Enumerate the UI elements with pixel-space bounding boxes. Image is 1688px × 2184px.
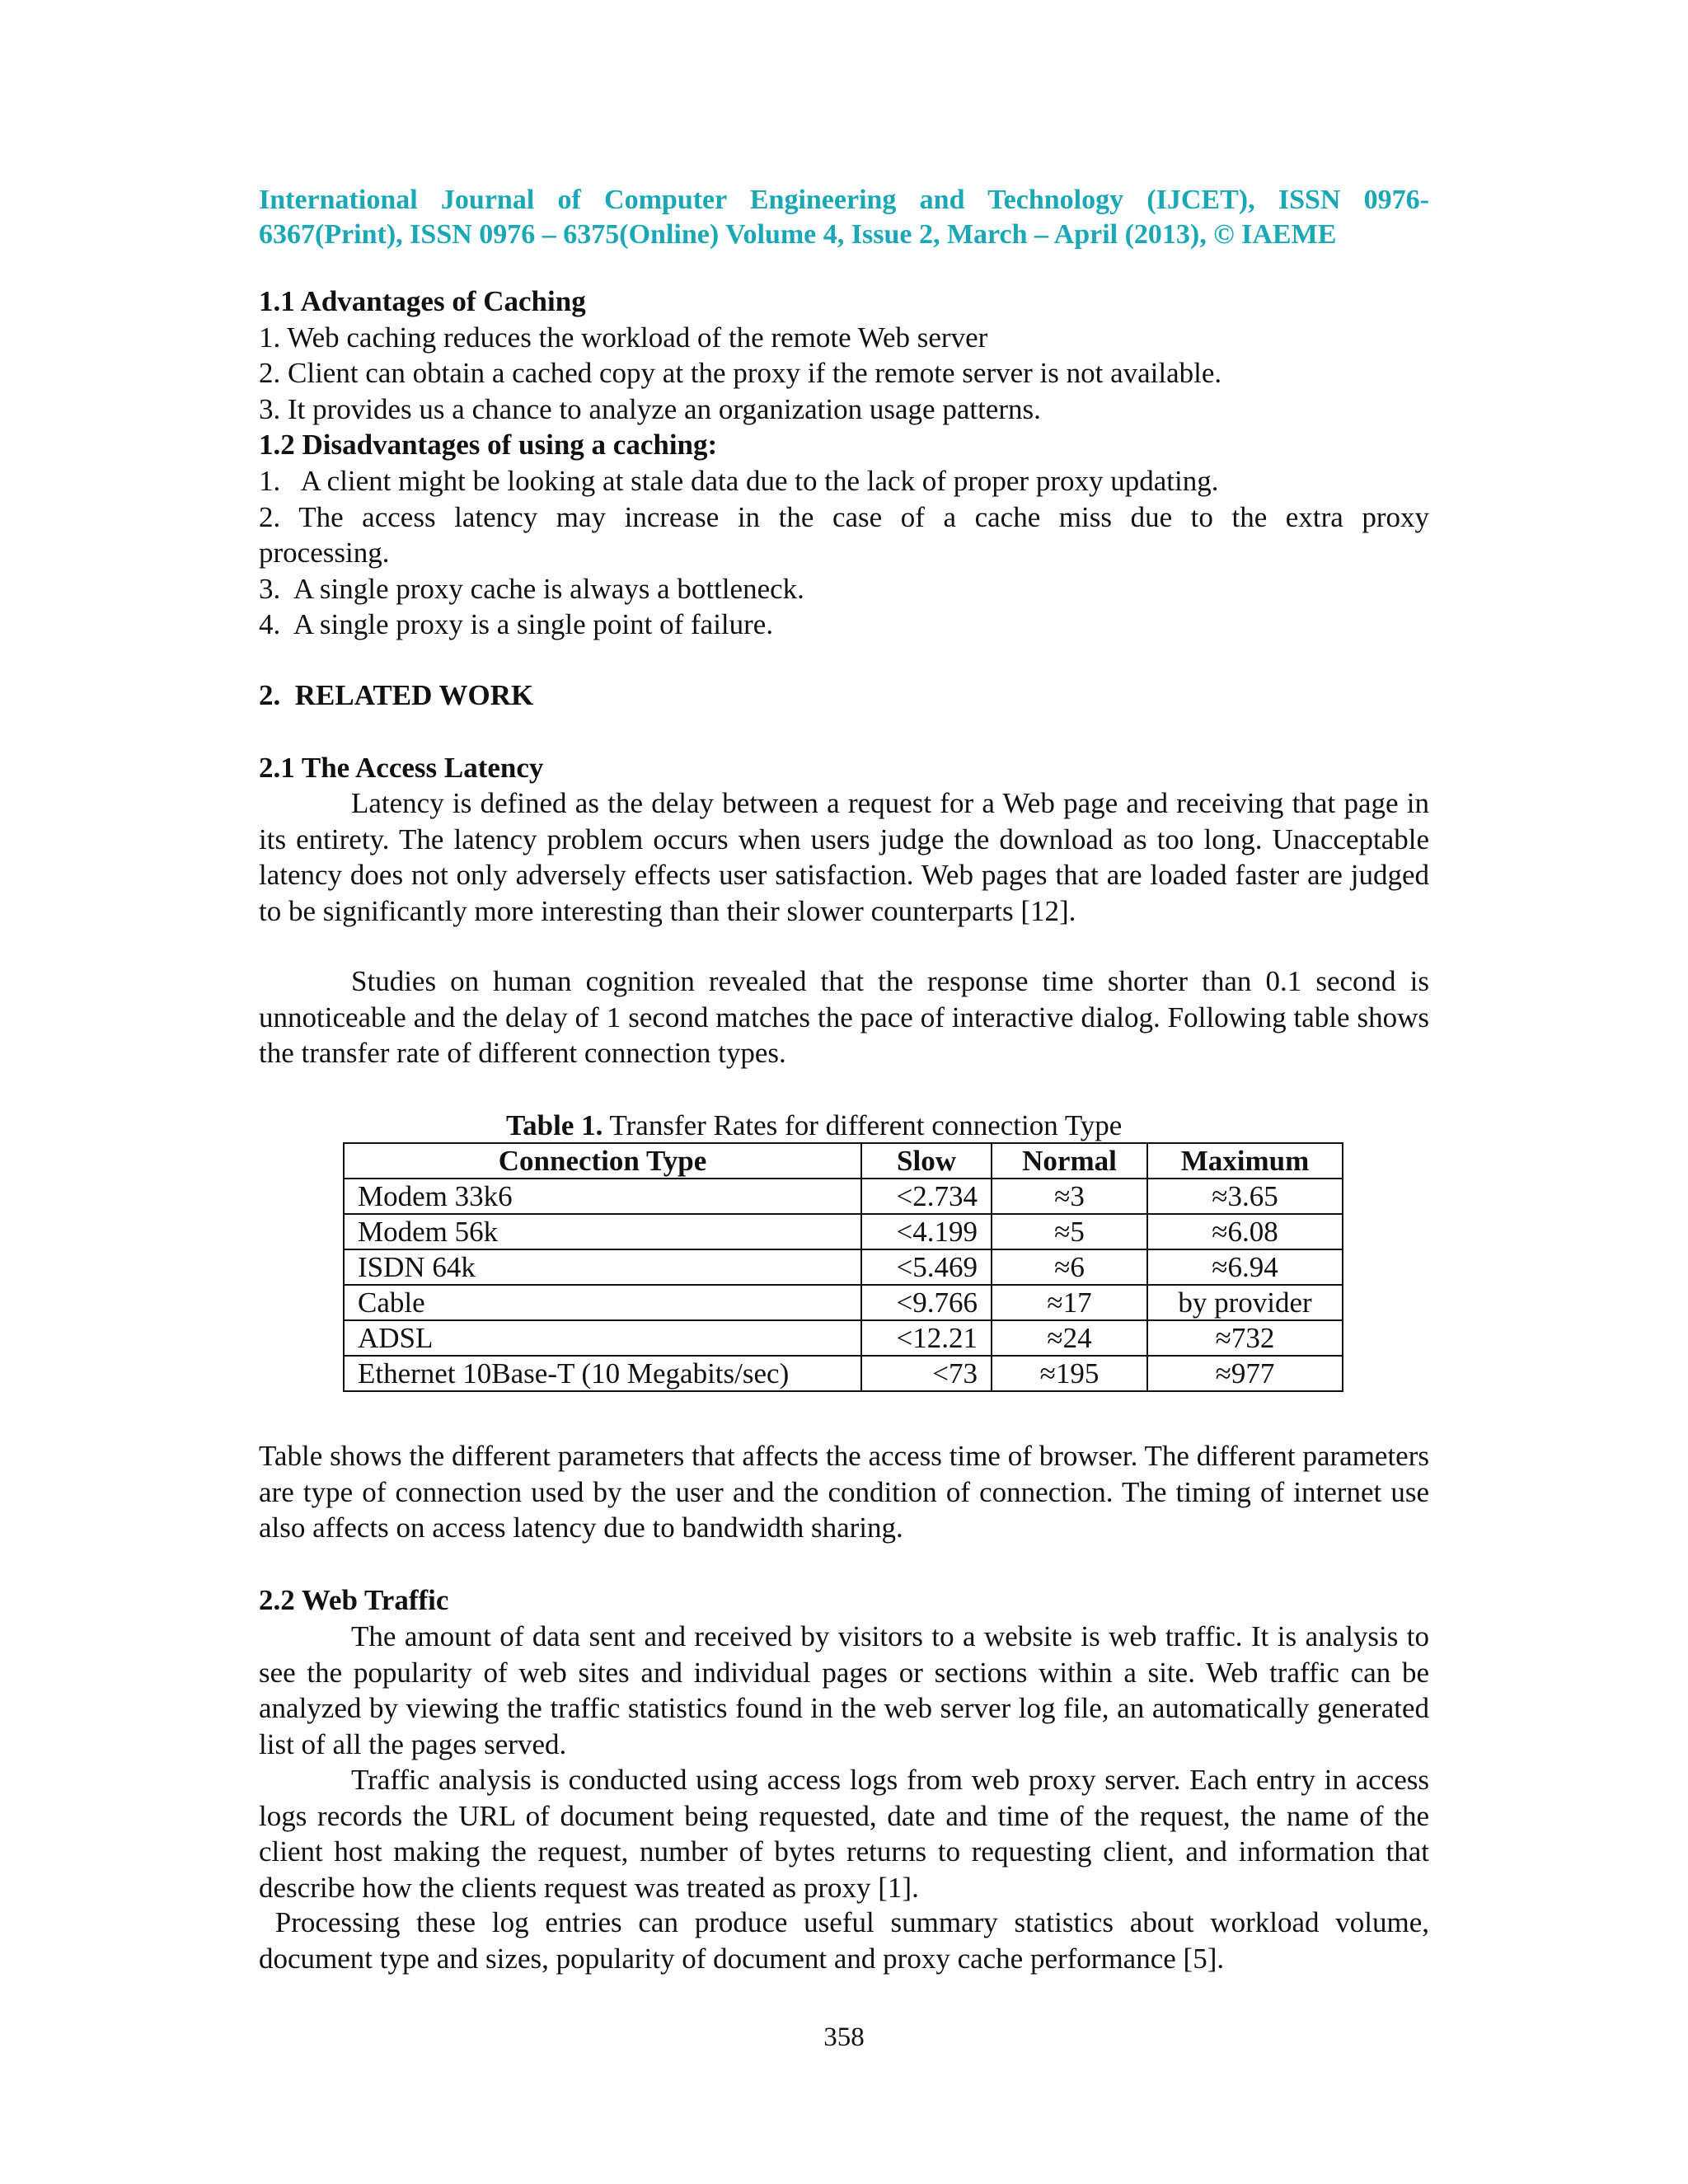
section-1-lists xyxy=(259,284,1429,643)
table-cell: ≈5 xyxy=(992,1214,1147,1249)
table-cell: ADSL xyxy=(344,1320,861,1356)
table-header-row xyxy=(344,1143,1343,1179)
table-row xyxy=(344,1214,1343,1249)
table-cell: <5.469 xyxy=(861,1249,992,1285)
table-cell: ≈24 xyxy=(992,1320,1147,1356)
table-cell: <2.734 xyxy=(861,1179,992,1214)
table-cell: Ethernet 10Base-T (10 Megabits/sec) xyxy=(344,1356,861,1391)
table-note-paragraph: Table shows the different parameters that affects the access time of browser. The different parameters are type of connection used by the user and the condition of connection. The timing of internet use also affects on access latency due to bandwidth sharing. xyxy=(259,1440,1429,1544)
disadvantages-item: 1. A client might be looking at stale data due to the lack of proper proxy updating. xyxy=(259,464,1219,497)
paragraph-text: Traffic analysis is conducted using access logs from web proxy server. Each entry in access logs records the URL of document being requested, date and time of the request, the name of the client host making the request, number of bytes returns to requesting client, and information that describe how the clients request was treated as proxy [1]. xyxy=(259,1764,1429,1904)
table-cell: <73 xyxy=(861,1356,992,1391)
table-cell: ≈3 xyxy=(992,1179,1147,1214)
paragraph-text: Latency is defined as the delay between a request for a Web page and receiving that page in its entirety. The latency problem occurs when users judge the download as too long. Unacceptable latency does not only adversely effects user satisfaction. Web pages that are loaded faster are judged to be significantly more interesting than their slower counterparts [12]. xyxy=(259,787,1429,927)
table-cell: Cable xyxy=(344,1285,861,1320)
table-cell: ISDN 64k xyxy=(344,1249,861,1285)
journal-header-line-1: International Journal of Computer Engineering and Technology (IJCET), ISSN 0976- xyxy=(259,185,1429,215)
table-cell: <9.766 xyxy=(861,1285,992,1320)
column-header: Connection Type xyxy=(344,1143,861,1179)
web-traffic-paragraph-1 xyxy=(259,1619,1429,1762)
access-latency-paragraph-1 xyxy=(259,785,1429,929)
advantages-item: 1. Web caching reduces the workload of the remote Web server xyxy=(259,321,988,354)
table-caption xyxy=(506,1108,1122,1144)
column-header: Slow xyxy=(861,1143,992,1179)
advantages-item: 3. It provides us a chance to analyze an organization usage patterns. xyxy=(259,392,1041,425)
journal-header-line-2: 6367(Print), ISSN 0976 – 6375(Online) Volume 4, Issue 2, March – April (2013), © IAEME xyxy=(259,219,1337,250)
table-row xyxy=(344,1249,1343,1285)
disadvantages-item: 2. The access latency may increase in the case of a cache miss due to the extra proxy xyxy=(259,500,1429,533)
table-row xyxy=(344,1285,1343,1320)
journal-header xyxy=(259,183,1429,252)
table-cell: Modem 33k6 xyxy=(344,1179,861,1214)
table-row xyxy=(344,1179,1343,1214)
column-header: Maximum xyxy=(1147,1143,1343,1179)
disadvantages-item: processing. xyxy=(259,537,390,569)
table-cell: <4.199 xyxy=(861,1214,992,1249)
table-caption-label: Table 1. xyxy=(506,1109,603,1141)
table-cell: by provider xyxy=(1147,1285,1343,1320)
paragraph-text: Studies on human cognition revealed that the response time shorter than 0.1 second is unnoticeable and the delay of 1 second matches the pace of interactive dialog. Following table shows the transfer rate of different connection types. xyxy=(259,965,1429,1070)
paragraph-text: The amount of data sent and received by visitors to a website is web traffic. It is analysis to see the popularity of web sites and individual pages or sections within a site. Web traffic can be analyzed by viewing the traffic statistics found in the web server log file, an automatically generated list of all the pages served. xyxy=(259,1620,1429,1760)
table-cell: ≈17 xyxy=(992,1285,1147,1320)
table-caption-text: Transfer Rates for different connection Type xyxy=(603,1109,1123,1141)
column-header: Normal xyxy=(992,1143,1147,1179)
advantages-item: 2. Client can obtain a cached copy at the proxy if the remote server is not available. xyxy=(259,357,1222,390)
web-traffic-paragraph-2 xyxy=(259,1762,1429,1905)
web-traffic-paragraph-3: Processing these log entries can produce useful summary statistics about workload volume, document type and sizes, popularity of document and proxy cache performance [5]. xyxy=(259,1906,1437,1975)
page-number: 358 xyxy=(823,2022,865,2052)
related-work-heading: 2. RELATED WORK xyxy=(259,679,534,711)
table-row xyxy=(344,1356,1343,1391)
table-cell: ≈195 xyxy=(992,1356,1147,1391)
table-cell: Modem 56k xyxy=(344,1214,861,1249)
table-cell: ≈6.08 xyxy=(1147,1214,1343,1249)
disadvantages-heading: 1.2 Disadvantages of using a caching: xyxy=(259,429,718,462)
access-latency-paragraph-2 xyxy=(259,963,1429,1071)
table-cell: ≈977 xyxy=(1147,1356,1343,1391)
advantages-heading: 1.1 Advantages of Caching xyxy=(259,285,586,317)
table-cell: ≈732 xyxy=(1147,1320,1343,1356)
table-cell: <12.21 xyxy=(861,1320,992,1356)
table-row xyxy=(344,1320,1343,1356)
access-latency-heading: 2.1 The Access Latency xyxy=(259,752,544,784)
disadvantages-item: 3. A single proxy cache is always a bottleneck. xyxy=(259,572,804,605)
transfer-rates-table xyxy=(343,1142,1343,1392)
table-cell: ≈3.65 xyxy=(1147,1179,1343,1214)
web-traffic-heading: 2.2 Web Traffic xyxy=(259,1584,449,1616)
table-cell: ≈6 xyxy=(992,1249,1147,1285)
disadvantages-item: 4. A single proxy is a single point of failure. xyxy=(259,608,774,641)
table-cell: ≈6.94 xyxy=(1147,1249,1343,1285)
